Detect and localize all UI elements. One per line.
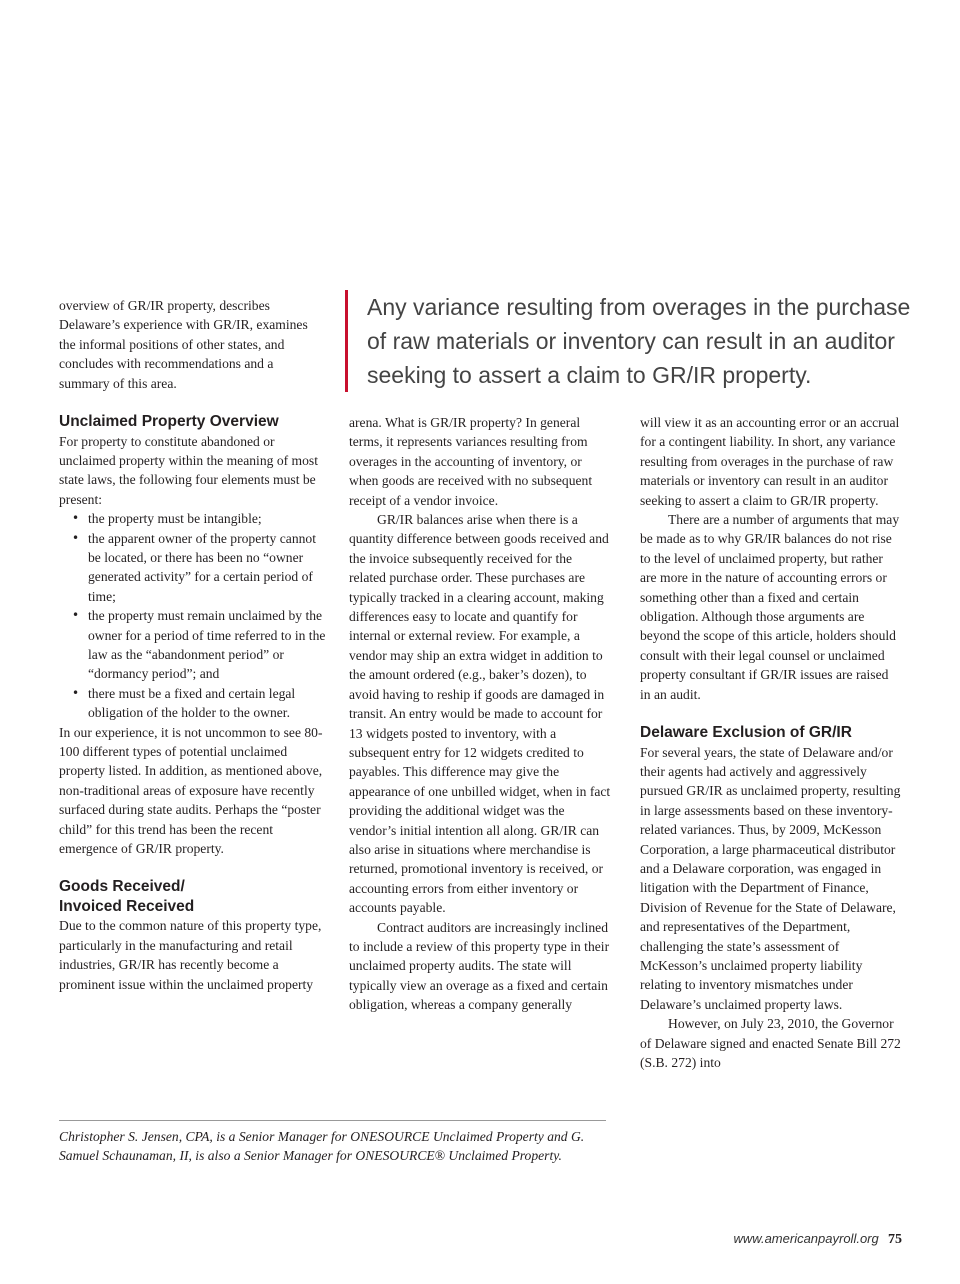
section-heading-delaware-exclusion: Delaware Exclusion of GR/IR [640,724,852,742]
page-number: 75 [888,1232,902,1247]
list-item: • there must be a fixed and certain legal obligation of the holder to the owner. [88,684,327,723]
list-item: • the property must remain unclaimed by the owner for a period of time referred to in the law as the “abandonment period” or “dormancy period”; and [88,606,327,684]
paragraph: will view it as an accounting error or an accrual for a contingent liability. In short, any variance resulting from overages in the purchase of raw materials or inventory can result in an auditor seeking to assert a claim to GR/IR property. [640,415,900,508]
footer-url[interactable]: www.americanpayroll.org [733,1231,879,1246]
paragraph: arena. What is GR/IR property? In general terms, it represents variances resulting from overages in the accounting of inventory, or when goods are received with no subsequent receipt of a vendor invoice. [349,415,593,508]
right-column [640,413,902,1073]
paragraph: Contract auditors are increasingly inclined to include a review of this property type in their unclaimed property audits. The state will typically view an overage as a fixed and certain obligation, whereas a company generally [349,919,610,1013]
paragraph: For several years, the state of Delaware and/or their agents had actively and aggressively pursued GR/IR as unclaimed property, resulting in large assessments based on these inventory-related variances. Thus, by 2009, McKesson Corporation, a large pharmaceutical distributor and a Delaware corporation, was engaged in litigation with the Department of Finance, Division of Revenue for the State of Delaware, and representatives of the Department, challenging the state’s assessment of McKesson’s unclaimed property liability relating to inventory mismatches under Delaware’s unclaimed property laws. [640,744,901,1012]
middle-column [349,413,611,1015]
section-heading-unclaimed-property-overview: Unclaimed Property Overview [59,413,279,431]
intro-paragraph: overview of GR/IR property, describes Delaware’s experience with GR/IR, examines the informal positions of other states, and concludes with recommendations and a summary of this area. [59,298,308,391]
list-item: • the property must be intangible; [88,509,327,528]
left-column [59,296,327,994]
list-item: • the apparent owner of the property cannot be located, or there has been no “owner generated activity” for a certain period of time; [88,529,327,607]
heading-line: Goods Received/ [59,878,185,896]
paragraph: There are a number of arguments that may be made as to why GR/IR balances do not rise to the level of unclaimed property, but rather are more in the nature of accounting errors or something other than a fixed and certain obligation. Although those arguments are beyond the scope of this article, holders should consult with their legal counsel or unclaimed property consultant if GR/IR issues are raised in an audit. [640,512,900,702]
heading-line: Invoiced Received [59,897,195,915]
section-heading-goods-received [59,877,327,916]
author-note: Christopher S. Jensen, CPA, is a Senior Manager for ONESOURCE Unclaimed Property and G. Samuel Schaunaman, II, is also a Senior Manager for ONESOURCE® Unclaimed Property. [59,1129,585,1164]
pull-quote: Any variance resulting from overages in the purchase of raw materials or inventory can result in an auditor seeking to assert a claim to GR/IR property. [345,290,927,392]
paragraph: However, on July 23, 2010, the Governor of Delaware signed and enacted Senate Bill 272 (S.B. 272) into [640,1016,901,1071]
paragraph: Due to the common nature of this property type, particularly in the manufacturing and retail industries, GR/IR has recently become a prominent issue within the unclaimed property [59,918,322,992]
paragraph: GR/IR balances arise when there is a quantity difference between goods received and the invoice subsequently received for the related purchase order. These purchases are typically tracked in a clearing account, making differences easy to locate and quantify for internal or external review. For example, a vendor may ship an extra widget in addition to the amount ordered (e.g., baker’s dozen), to avoid having to reship if goods are damaged in transit. An entry would be made to account for 13 widgets posted to inventory, with a subsequent entry for 12 widgets credited to payables. This difference may give the appearance of one unbilled widget, when in fact providing the additional widget was the vendor’s initial intention all along. GR/IR can also arise in situations where merchandise is returned, promotional inventory is received, or accounting errors from either inventory or accounts payable. [349,512,611,916]
paragraph: In our experience, it is not uncommon to see 80-100 different types of potential unclaimed property listed. In addition, as mentioned above, non-traditional areas of exposure have recently surfaced during state audits. Perhaps the “poster child” for this trend has been the recent emergence of GR/IR property. [59,724,323,857]
footnote-divider [59,1120,606,1121]
elements-list [59,509,327,722]
page-footer [734,1231,902,1248]
paragraph: For property to constitute abandoned or unclaimed property within the meaning of most state laws, the following four elements must be present: [59,433,318,507]
